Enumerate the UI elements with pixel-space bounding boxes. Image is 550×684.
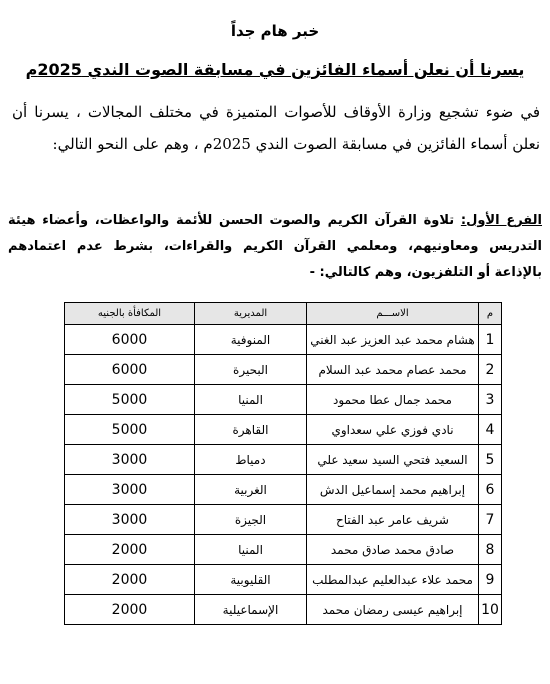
winner-name: محمد علاء عبدالعليم عبدالمطلب: [307, 565, 479, 595]
row-number: 9: [479, 565, 502, 595]
row-number: 1: [479, 325, 502, 355]
reward-cell: 2000: [65, 535, 195, 565]
table-row: [65, 325, 502, 355]
announcement-heading: يسرنا أن نعلن أسماء الفائزين في مسابقة الصوت الندي 2025م: [25, 60, 525, 79]
table-header-row: [65, 303, 502, 325]
table-row: [65, 355, 502, 385]
directorate-cell: القليوبية: [195, 565, 307, 595]
winner-name: نادي فوزي علي سعداوي: [307, 415, 479, 445]
winners-table: [64, 302, 502, 625]
branch-paragraph: [8, 208, 542, 286]
row-number: 2: [479, 355, 502, 385]
directorate-cell: القاهرة: [195, 415, 307, 445]
table-row: [65, 535, 502, 565]
directorate-cell: البحيرة: [195, 355, 307, 385]
table-row: [65, 475, 502, 505]
table-row: [65, 595, 502, 625]
table-row: [65, 415, 502, 445]
winner-name: محمد جمال عطا محمود: [307, 385, 479, 415]
row-number: 4: [479, 415, 502, 445]
table-body: [65, 325, 502, 625]
row-number: 6: [479, 475, 502, 505]
reward-cell: 3000: [65, 505, 195, 535]
winner-name: إبراهيم محمد إسماعيل الدش: [307, 475, 479, 505]
table-row: [65, 505, 502, 535]
winner-name: صادق محمد صادق محمد: [307, 535, 479, 565]
reward-cell: 2000: [65, 565, 195, 595]
reward-cell: 5000: [65, 415, 195, 445]
directorate-cell: الغربية: [195, 475, 307, 505]
winner-name: السعيد فتحي السيد سعيد علي: [307, 445, 479, 475]
directorate-cell: المنوفية: [195, 325, 307, 355]
header-name: الاســـم: [307, 303, 479, 325]
intro-paragraph: في ضوء تشجيع وزارة الأوقاف للأصوات المتميزة في مختلف المجالات ، يسرنا أن نعلن أسماء الفائزين في مسابقة الصوت الندي 2025م ، وهم على النحو التالي:: [12, 103, 540, 153]
reward-cell: 5000: [65, 385, 195, 415]
reward-cell: 3000: [65, 475, 195, 505]
table-row: [65, 445, 502, 475]
reward-cell: 3000: [65, 445, 195, 475]
directorate-cell: دمياط: [195, 445, 307, 475]
winner-name: هشام محمد عبد العزيز عبد الغني: [307, 325, 479, 355]
table-row: [65, 565, 502, 595]
reward-cell: 6000: [65, 325, 195, 355]
directorate-cell: الإسماعيلية: [195, 595, 307, 625]
reward-cell: 6000: [65, 355, 195, 385]
winner-name: إبراهيم عيسى رمضان محمد: [307, 595, 479, 625]
winner-name: محمد عصام محمد عبد السلام: [307, 355, 479, 385]
row-number: 7: [479, 505, 502, 535]
reward-cell: 2000: [65, 595, 195, 625]
row-number: 3: [479, 385, 502, 415]
directorate-cell: المنيا: [195, 385, 307, 415]
row-number: 8: [479, 535, 502, 565]
branch-text: تلاوة القرآن الكريم والصوت الحسن للأئمة والواعظات، وأعضاء هيئة التدريس ومعاونيهم، ومعلمي القرآن الكريم والقراءات، بشرط عدم اعتمادهم بالإذاعة أو التلفزيون، وهم كالتالي: -: [8, 213, 542, 280]
header-directorate: المديرية: [195, 303, 307, 325]
directorate-cell: المنيا: [195, 535, 307, 565]
row-number: 5: [479, 445, 502, 475]
table-row: [65, 385, 502, 415]
directorate-cell: الجيزة: [195, 505, 307, 535]
page-title: خبر هام جداً: [230, 22, 320, 40]
header-reward: المكافأة بالجنيه: [65, 303, 195, 325]
row-number: 10: [479, 595, 502, 625]
branch-label: الفرع الأول:: [460, 213, 543, 228]
winner-name: شريف عامر عبد الفتاح: [307, 505, 479, 535]
header-num: م: [479, 303, 502, 325]
